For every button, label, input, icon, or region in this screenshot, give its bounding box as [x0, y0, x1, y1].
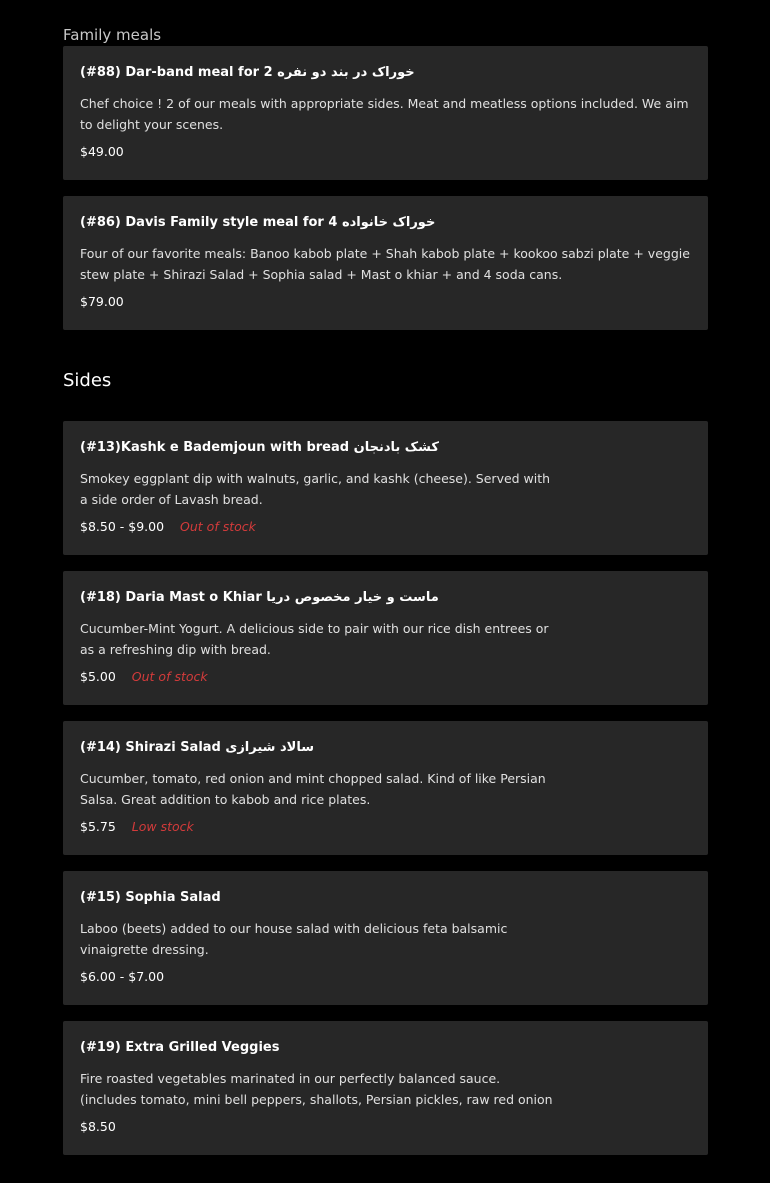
stock-status-badge: Out of stock: [131, 669, 208, 684]
menu-item-title: (#86) Davis Family style meal for 4 خوراک خانواده: [80, 215, 436, 230]
menu-item-description: Cucumber, tomato, red onion and mint chopped salad. Kind of like Persian Salsa. Great addition to kabob and rice plates.: [80, 771, 546, 807]
menu-item-description: Chef choice ! 2 of our meals with appropriate sides. Meat and meatless options included. We aim to delight your scenes.: [80, 96, 689, 132]
stock-status-badge: Low stock: [131, 819, 194, 834]
menu-item-description: Four of our favorite meals: Banoo kabob plate + Shah kabob plate + kookoo sabzi plate + veggie stew plate + Shirazi Salad + Sophia salad + Mast o khiar + and 4 soda cans.: [80, 246, 690, 282]
menu-item-price: $8.50: [80, 1119, 116, 1134]
menu-item-price: $6.00 - $7.00: [80, 969, 165, 984]
section-title-family-meals: Family meals: [63, 26, 162, 44]
menu-item-description: Cucumber-Mint Yogurt. A delicious side to pair with our rice dish entrees or as a refreshing dip with bread.: [80, 621, 549, 657]
menu-item-description: Smokey eggplant dip with walnuts, garlic, and kashk (cheese). Served with a side order of Lavash bread.: [80, 471, 551, 507]
menu-item-card[interactable]: [63, 571, 708, 705]
menu-item-price: $5.00: [80, 669, 116, 684]
menu-item-card[interactable]: [63, 721, 708, 855]
menu-item-title: (#14) Shirazi Salad سالاد شیرازی: [80, 740, 314, 755]
menu-item-card[interactable]: [63, 871, 708, 1005]
menu-item-price: $49.00: [80, 144, 124, 159]
menu-item-title: (#18) Daria Mast o Khiar ماست و خیار مخصوص دریا: [80, 590, 439, 605]
menu-item-description: Fire roasted vegetables marinated in our perfectly balanced sauce. (includes tomato, mini bell peppers, shallots, Persian pickles, raw red onion: [80, 1071, 553, 1107]
menu-item-card[interactable]: [63, 46, 708, 180]
menu-item-title: (#15) Sophia Salad: [80, 890, 221, 905]
menu-item-price: $8.50 - $9.00: [80, 519, 165, 534]
menu-item-price: $5.75: [80, 819, 116, 834]
menu-item-title: (#19) Extra Grilled Veggies: [80, 1040, 280, 1055]
menu-item-card[interactable]: [63, 1021, 708, 1155]
menu-container: [63, 0, 708, 1171]
menu-item-card[interactable]: [63, 196, 708, 330]
menu-item-card[interactable]: [63, 421, 708, 555]
section-title-sides: Sides: [63, 370, 112, 391]
stock-status-badge: Out of stock: [180, 519, 256, 534]
menu-item-price: $79.00: [80, 294, 124, 309]
menu-item-title: (#13)Kashk e Bademjoun with bread کشک بادنجان: [80, 440, 439, 455]
menu-item-title: (#88) Dar-band meal for 2 خوراک در بند دو نفره: [80, 65, 415, 80]
menu-item-description: Laboo (beets) added to our house salad with delicious feta balsamic vinaigrette dressing.: [80, 921, 508, 957]
